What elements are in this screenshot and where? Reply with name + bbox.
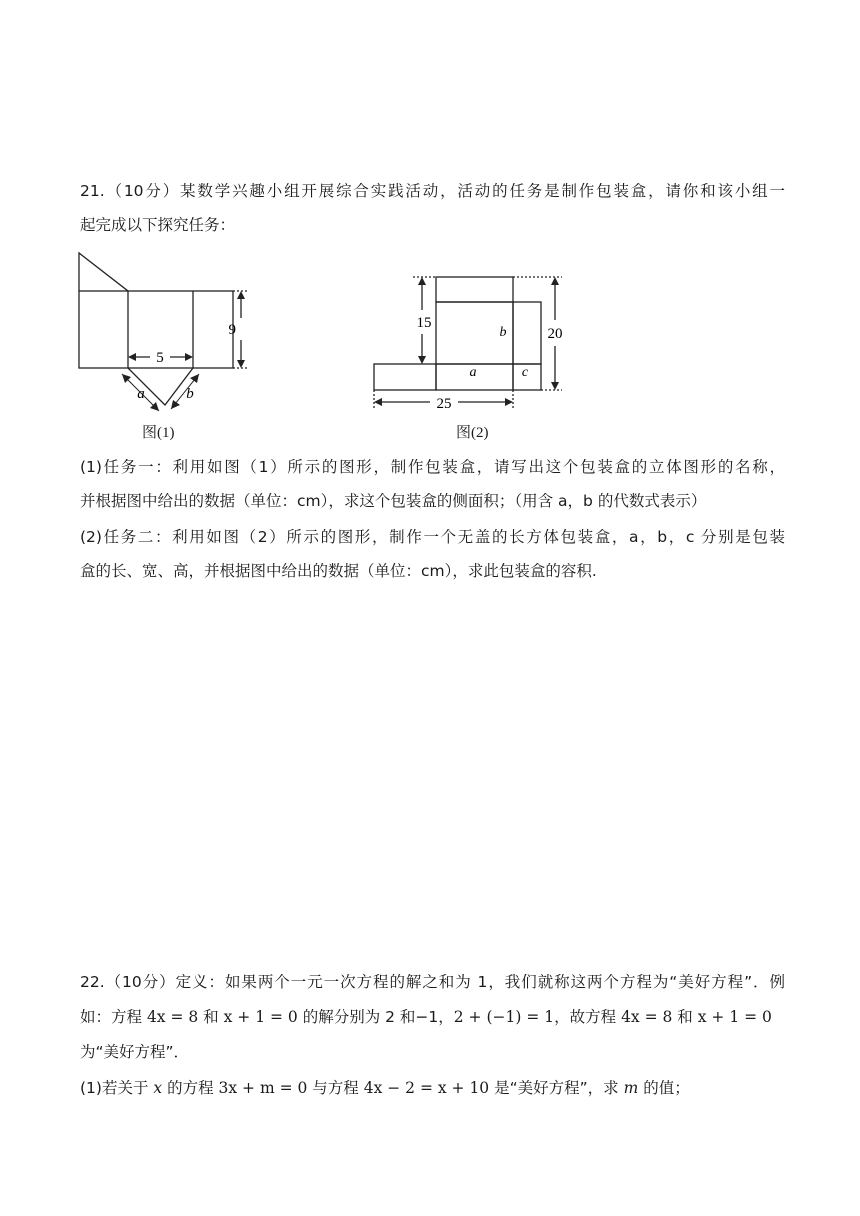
fig2-label-b: b — [499, 325, 507, 340]
q22-text: 和 — [672, 1008, 698, 1026]
fig1-label-5: 5 — [156, 350, 164, 366]
fig2-left-rect — [374, 364, 436, 390]
fig2-caption: 图(2) — [456, 425, 489, 441]
equation: 3x + m = 0 — [218, 1079, 308, 1097]
q22-text: (1)若关于 — [80, 1079, 154, 1097]
equation: x + 1 = 0 — [697, 1008, 772, 1026]
q22-text: 和 — [198, 1008, 224, 1026]
q22-text: 的方程 — [162, 1079, 219, 1097]
variable-x — [153, 1079, 162, 1097]
q22-text: 的解分别为 2 和−1， — [297, 1008, 454, 1026]
equation: 4x − 2 = x + 10 — [363, 1079, 490, 1097]
variable-m — [624, 1079, 639, 1097]
fig2-label-a: a — [469, 365, 477, 380]
fig2-right-rect — [513, 302, 541, 364]
q21-task1-line-1: (1)任务一：利用如图（1）所示的图形，制作包装盒，请写出这个包装盒的立体图形的名称， — [80, 458, 785, 476]
q21-task2-line-2: 盒的长、宽、高，并根据图中给出的数据（单位：cm），求此包装盒的容积. — [80, 562, 597, 580]
q21-task1-line-2: 并根据图中给出的数据（单位：cm），求这个包装盒的侧面积；（用含 a，b 的代数式表示） — [80, 492, 707, 510]
equation: 4x = 8 — [146, 1008, 199, 1026]
equation: x + 1 = 0 — [223, 1008, 298, 1026]
q22-text: 与方程 — [307, 1079, 364, 1097]
fig2-label-20: 20 — [547, 326, 563, 342]
q22-line-2 — [80, 1007, 785, 1027]
q22-line-1: 22.（10分）定义：如果两个一元一次方程的解之和为 1，我们就称这两个方程为“美好方程”．例 — [80, 973, 785, 991]
fig1-label-b: b — [186, 386, 194, 402]
fig2-top-rect — [436, 277, 513, 302]
q22-text: 是“美好方程”，求 — [489, 1079, 624, 1097]
fig2-label-c: c — [521, 365, 529, 380]
variable: x — [153, 1079, 163, 1097]
variable: m — [623, 1079, 639, 1097]
q22-text: 如：方程 — [80, 1008, 147, 1026]
q21-line-2: 起完成以下探究任务： — [80, 216, 236, 234]
fig2-label-25: 25 — [436, 396, 452, 412]
fig2-label-15: 15 — [416, 315, 432, 331]
fig1-label-9: 9 — [228, 322, 236, 338]
q22-text: 的值； — [638, 1079, 690, 1097]
q22-line-3: 为“美好方程”． — [80, 1043, 190, 1061]
q21-line-1: 21.（10分）某数学兴趣小组开展综合实践活动，活动的任务是制作包装盒，请你和该小组一 — [80, 182, 785, 200]
q22-text: ，故方程 — [554, 1008, 622, 1026]
q21-task2-line-1: (2)任务二：利用如图（2）所示的图形，制作一个无盖的长方体包装盒，a，b，c 分别是包装 — [80, 528, 785, 546]
fig1-label-a: a — [137, 386, 145, 402]
equation: 4x = 8 — [621, 1008, 673, 1026]
q22-question-1 — [80, 1078, 785, 1098]
equation: 2 + (−1) = 1 — [453, 1008, 555, 1026]
fig1-caption: 图(1) — [142, 425, 175, 441]
